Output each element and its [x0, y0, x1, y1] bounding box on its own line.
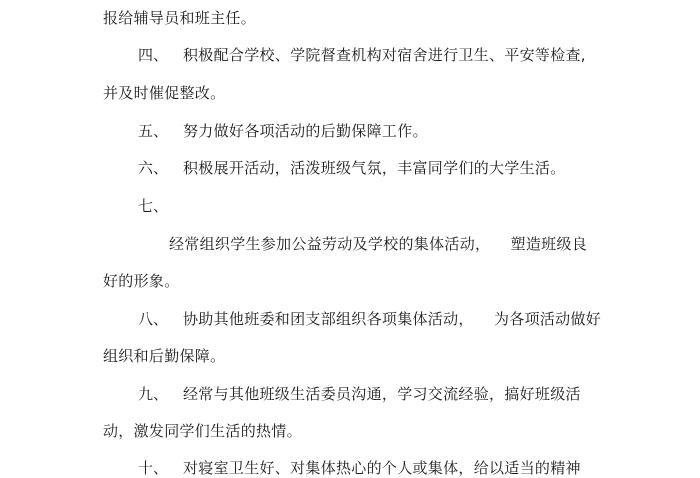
item-text-7: 经常组织学生参加公益劳动及学校的集体活动， 塑造班级良	[169, 235, 588, 253]
item-text-5: 努力做好各项活动的后勤保障工作。	[183, 122, 428, 140]
item-text-7-cont: 好的形象。	[103, 272, 180, 290]
item-text-8-cont: 组织和后勤保障。	[103, 347, 226, 365]
item-text-9-cont: 动，激发同学们生活的热情。	[103, 422, 302, 440]
item-text-6: 积极展开活动，活泼班级气氛，丰富同学们的大学生活。	[183, 159, 566, 177]
item-text-4-cont: 并及时催促整改。	[103, 84, 226, 102]
item-text-4: 积极配合学校、学院督查机构对宿舍进行卫生、平安等检查,	[183, 46, 586, 64]
item-text-9: 经常与其他班级生活委员沟通，学习交流经验，搞好班级活	[183, 385, 581, 403]
item-text-10: 对寝室卫生好、对集体热心的个人或集体，给以适当的精神	[183, 459, 581, 477]
item-number-7: 七、	[138, 197, 169, 215]
item-text-8: 协助其他班委和团支部组织各项集体活动， 为各项活动做好	[183, 310, 602, 328]
item-number-4: 四、	[138, 46, 169, 64]
item-number-6: 六、	[138, 159, 169, 177]
item-number-9: 九、	[138, 385, 169, 403]
text-line-1: 报给辅导员和班主任。	[103, 9, 257, 27]
item-number-8: 八、	[138, 310, 169, 328]
item-number-5: 五、	[138, 122, 169, 140]
item-number-10: 十、	[138, 459, 169, 477]
